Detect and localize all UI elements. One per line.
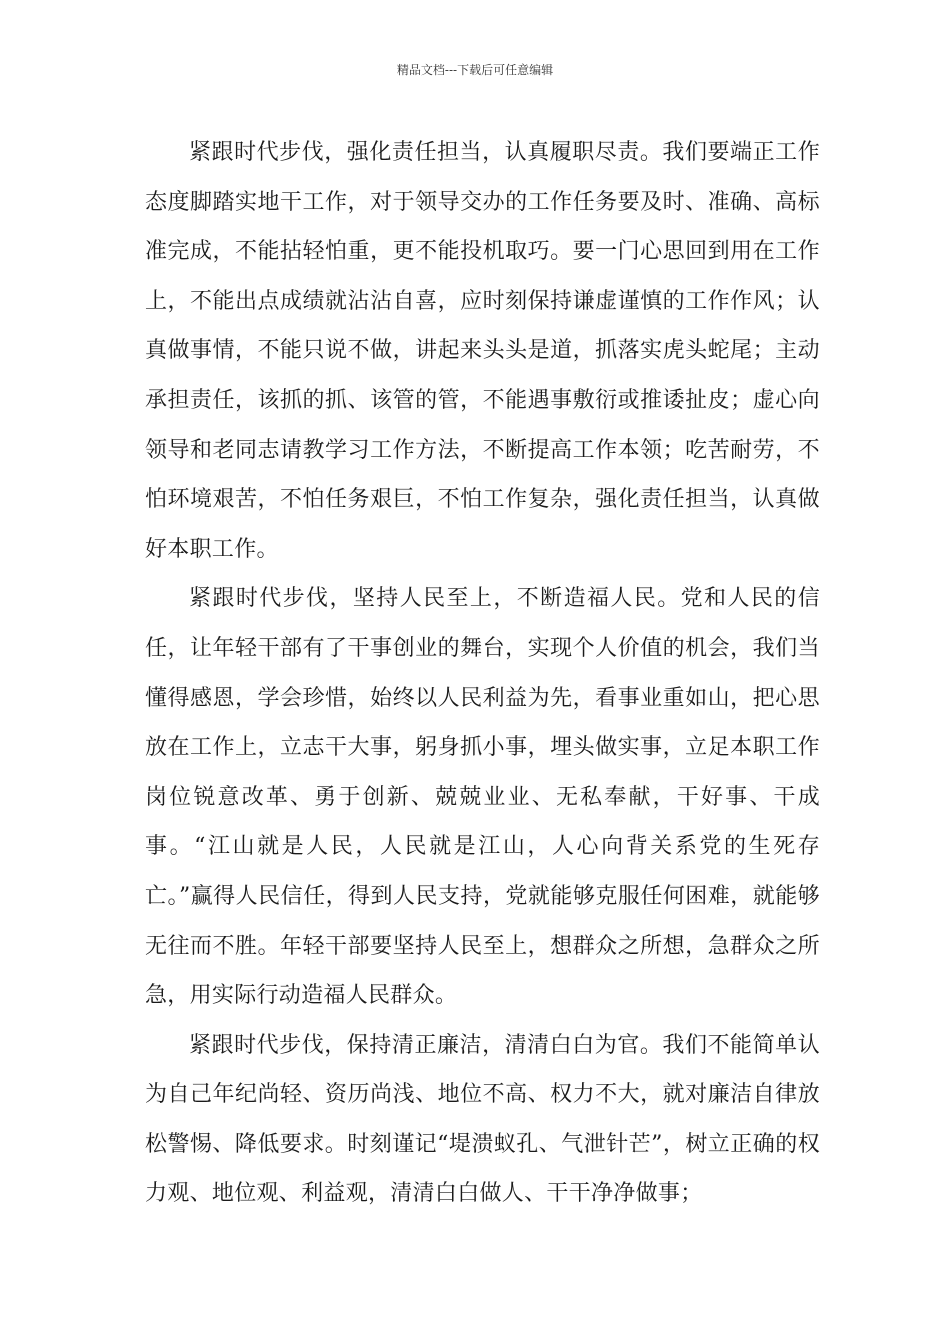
paragraph-integrity: 紧跟时代步伐，保持清正廉洁，清清白白为官。我们不能简单认为自己年纪尚轻、资历尚浅、地位不高、权力不大，就对廉洁自律放松警惕、降低要求。时刻谨记“堤溃蚁孔、气泄针芒”，树立正确的权力观、地位观、利益观，清清白白做人、干干净净做事； bbox=[145, 1032, 820, 1207]
document-body bbox=[145, 128, 820, 1219]
page-header: 精品文档---下载后可任意编辑 bbox=[396, 63, 554, 77]
paragraph-responsibility: 紧跟时代步伐，强化责任担当，认真履职尽责。我们要端正工作态度脚踏实地干工作，对于领导交办的工作任务要及时、准确、高标准完成，不能拈轻怕重，更不能投机取巧。要一门心思回到用在工作上，不能出点成绩就沾沾自喜，应时刻保持谦虚谨慎的工作作风；认真做事情，不能只说不做，讲起来头头是道，抓落实虎头蛇尾；主动承担责任，该抓的抓、该管的管，不能遇事敷衍或推诿扯皮；虚心向领导和老同志请教学习工作方法，不断提高工作本领；吃苦耐劳，不怕环境艰苦，不怕任务艰巨，不怕工作复杂，强化责任担当，认真做好本职工作。 bbox=[145, 140, 820, 562]
paragraph-people-first: 紧跟时代步伐，坚持人民至上，不断造福人民。党和人民的信任，让年轻干部有了干事创业的舞台，实现个人价值的机会，我们当懂得感恩，学会珍惜，始终以人民利益为先，看事业重如山，把心思放在工作上，立志干大事，躬身抓小事，埋头做实事，立足本职工作岗位锐意改革、勇于创新、兢兢业业、无私奉献，干好事、干成事。“江山就是人民，人民就是江山，人心向背关系党的生死存亡。”赢得人民信任，得到人民支持，党就能够克服任何困难，就能够无往而不胜。年轻干部要坚持人民至上，想群众之所想，急群众之所急，用实际行动造福人民群众。 bbox=[145, 586, 820, 1009]
